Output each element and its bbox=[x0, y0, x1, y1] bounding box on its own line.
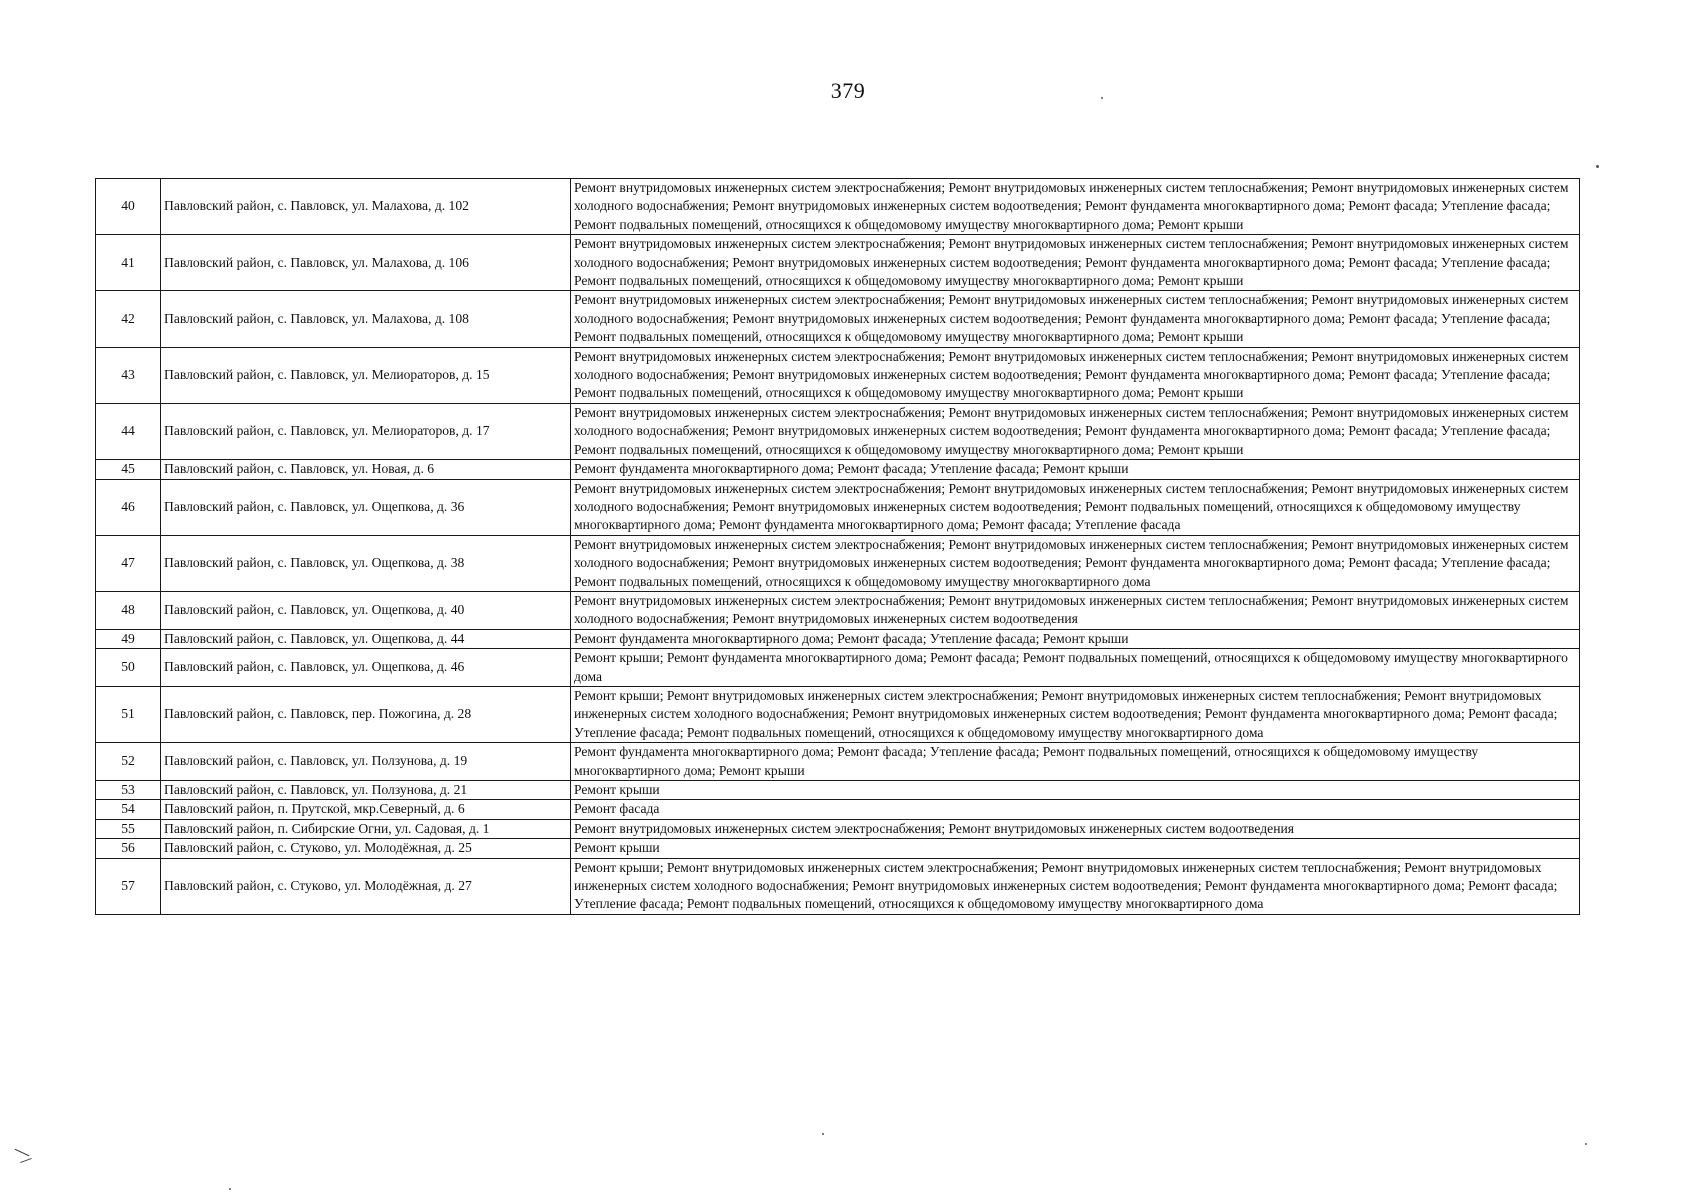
repair-works: Ремонт внутридомовых инженерных систем электроснабжения; Ремонт внутридомовых инженерных систем теплоснабжения; Ремонт внутридомовых инженерных систем холодного водоснабжения; Ремонт внутридомовых инженерных систем водоотведения; Ремонт фундамента многоквартирного дома; Ремонт фасада; Утепление фасада; Ремонт подвальных помещений, относящихся к общедомовому имуществу многоквартирного дома; Ремонт крыши bbox=[571, 403, 1580, 459]
repair-works: Ремонт внутридомовых инженерных систем электроснабжения; Ремонт внутридомовых инженерных систем водоотведения bbox=[571, 819, 1580, 838]
row-number: 51 bbox=[96, 686, 161, 742]
table-row bbox=[96, 858, 1580, 914]
houses-table bbox=[95, 178, 1580, 915]
table-row bbox=[96, 460, 1580, 479]
house-address: Павловский район, п. Прутской, мкр.Северный, д. 6 bbox=[161, 800, 571, 819]
repair-works: Ремонт крыши; Ремонт фундамента многоквартирного дома; Ремонт фасада; Ремонт подвальных помещений, относящихся к общедомовому имуществу многоквартирного дома bbox=[571, 649, 1580, 687]
repair-works: Ремонт крыши bbox=[571, 781, 1580, 800]
row-number: 44 bbox=[96, 403, 161, 459]
house-address: Павловский район, с. Павловск, ул. Мелиораторов, д. 17 bbox=[161, 403, 571, 459]
row-number: 41 bbox=[96, 235, 161, 291]
table-row bbox=[96, 179, 1580, 235]
row-number: 45 bbox=[96, 460, 161, 479]
house-address: Павловский район, с. Павловск, ул. Ползунова, д. 19 bbox=[161, 743, 571, 781]
repair-works: Ремонт фундамента многоквартирного дома; Ремонт фасада; Утепление фасада; Ремонт крыши bbox=[571, 629, 1580, 648]
row-number: 52 bbox=[96, 743, 161, 781]
repair-works: Ремонт крыши bbox=[571, 839, 1580, 858]
house-address: Павловский район, с. Стуково, ул. Молодёжная, д. 25 bbox=[161, 839, 571, 858]
row-number: 57 bbox=[96, 858, 161, 914]
row-number: 54 bbox=[96, 800, 161, 819]
scan-speck bbox=[1585, 1143, 1587, 1145]
repair-works: Ремонт внутридомовых инженерных систем электроснабжения; Ремонт внутридомовых инженерных систем теплоснабжения; Ремонт внутридомовых инженерных систем холодного водоснабжения; Ремонт внутридомовых инженерных систем водоотведения; Ремонт фундамента многоквартирного дома; Ремонт фасада; Утепление фасада; Ремонт подвальных помещений, относящихся к общедомовому имуществу многоквартирного дома; Ремонт крыши bbox=[571, 347, 1580, 403]
scan-speck bbox=[229, 1188, 231, 1190]
table-row bbox=[96, 686, 1580, 742]
table-row bbox=[96, 291, 1580, 347]
row-number: 42 bbox=[96, 291, 161, 347]
table-row bbox=[96, 629, 1580, 648]
house-address: Павловский район, с. Павловск, ул. Ощепкова, д. 40 bbox=[161, 591, 571, 629]
table-row bbox=[96, 839, 1580, 858]
row-number: 49 bbox=[96, 629, 161, 648]
table-row bbox=[96, 800, 1580, 819]
table-row bbox=[96, 743, 1580, 781]
row-number: 53 bbox=[96, 781, 161, 800]
table-row bbox=[96, 479, 1580, 535]
repair-works: Ремонт внутридомовых инженерных систем электроснабжения; Ремонт внутридомовых инженерных систем теплоснабжения; Ремонт внутридомовых инженерных систем холодного водоснабжения; Ремонт внутридомовых инженерных систем водоотведения; Ремонт фундамента многоквартирного дома; Ремонт фасада; Утепление фасада; Ремонт подвальных помещений, относящихся к общедомовому имуществу многоквартирного дома; Ремонт крыши bbox=[571, 235, 1580, 291]
repair-works: Ремонт крыши; Ремонт внутридомовых инженерных систем электроснабжения; Ремонт внутридомовых инженерных систем теплоснабжения; Ремонт внутридомовых инженерных систем холодного водоснабжения; Ремонт внутридомовых инженерных систем водоотведения; Ремонт фундамента многоквартирного дома; Ремонт фасада; Утепление фасада; Ремонт подвальных помещений, относящихся к общедомовому имуществу многоквартирного дома bbox=[571, 858, 1580, 914]
table-row bbox=[96, 781, 1580, 800]
house-address: Павловский район, с. Павловск, ул. Малахова, д. 108 bbox=[161, 291, 571, 347]
table-row bbox=[96, 403, 1580, 459]
row-number: 47 bbox=[96, 535, 161, 591]
table-row bbox=[96, 235, 1580, 291]
house-address: Павловский район, с. Павловск, ул. Ощепкова, д. 44 bbox=[161, 629, 571, 648]
repair-works: Ремонт внутридомовых инженерных систем электроснабжения; Ремонт внутридомовых инженерных систем теплоснабжения; Ремонт внутридомовых инженерных систем холодного водоснабжения; Ремонт внутридомовых инженерных систем водоотведения; Ремонт фундамента многоквартирного дома; Ремонт фасада; Утепление фасада; Ремонт подвальных помещений, относящихся к общедомовому имуществу многоквартирного дома; Ремонт крыши bbox=[571, 291, 1580, 347]
house-address: Павловский район, с. Павловск, ул. Малахова, д. 102 bbox=[161, 179, 571, 235]
table-row bbox=[96, 347, 1580, 403]
row-number: 40 bbox=[96, 179, 161, 235]
table-row bbox=[96, 819, 1580, 838]
house-address: Павловский район, с. Павловск, ул. Мелиораторов, д. 15 bbox=[161, 347, 571, 403]
row-number: 48 bbox=[96, 591, 161, 629]
repair-works: Ремонт фасада bbox=[571, 800, 1580, 819]
repair-works: Ремонт фундамента многоквартирного дома; Ремонт фасада; Утепление фасада; Ремонт подвальных помещений, относящихся к общедомовому имуществу многоквартирного дома; Ремонт крыши bbox=[571, 743, 1580, 781]
repair-works: Ремонт внутридомовых инженерных систем электроснабжения; Ремонт внутридомовых инженерных систем теплоснабжения; Ремонт внутридомовых инженерных систем холодного водоснабжения; Ремонт внутридомовых инженерных систем водоотведения bbox=[571, 591, 1580, 629]
table-row bbox=[96, 591, 1580, 629]
table-row bbox=[96, 535, 1580, 591]
house-address: Павловский район, с. Павловск, ул. Ощепкова, д. 38 bbox=[161, 535, 571, 591]
house-address: Павловский район, с. Павловск, пер. Пожогина, д. 28 bbox=[161, 686, 571, 742]
repair-works: Ремонт крыши; Ремонт внутридомовых инженерных систем электроснабжения; Ремонт внутридомовых инженерных систем теплоснабжения; Ремонт внутридомовых инженерных систем холодного водоснабжения; Ремонт внутридомовых инженерных систем водоотведения; Ремонт фундамента многоквартирного дома; Ремонт фасада; Утепление фасада; Ремонт подвальных помещений, относящихся к общедомовому имуществу многоквартирного дома bbox=[571, 686, 1580, 742]
row-number: 46 bbox=[96, 479, 161, 535]
house-address: Павловский район, с. Павловск, ул. Новая, д. 6 bbox=[161, 460, 571, 479]
house-address: Павловский район, с. Павловск, ул. Ощепкова, д. 36 bbox=[161, 479, 571, 535]
scan-speck bbox=[1596, 165, 1599, 168]
scan-speck bbox=[822, 1133, 824, 1135]
scan-scratch bbox=[20, 1158, 32, 1163]
house-address: Павловский район, с. Стуково, ул. Молодёжная, д. 27 bbox=[161, 858, 571, 914]
house-address: Павловский район, с. Павловск, ул. Ощепкова, д. 46 bbox=[161, 649, 571, 687]
table-body bbox=[96, 179, 1580, 915]
row-number: 43 bbox=[96, 347, 161, 403]
repair-works: Ремонт внутридомовых инженерных систем электроснабжения; Ремонт внутридомовых инженерных систем теплоснабжения; Ремонт внутридомовых инженерных систем холодного водоснабжения; Ремонт внутридомовых инженерных систем водоотведения; Ремонт фундамента многоквартирного дома; Ремонт фасада; Утепление фасада; Ремонт подвальных помещений, относящихся к общедомовому имуществу многоквартирного дома bbox=[571, 535, 1580, 591]
repair-works: Ремонт фундамента многоквартирного дома; Ремонт фасада; Утепление фасада; Ремонт крыши bbox=[571, 460, 1580, 479]
row-number: 55 bbox=[96, 819, 161, 838]
scan-scratch bbox=[15, 1149, 30, 1157]
house-address: Павловский район, с. Павловск, ул. Ползунова, д. 21 bbox=[161, 781, 571, 800]
table-row bbox=[96, 649, 1580, 687]
repair-works: Ремонт внутридомовых инженерных систем электроснабжения; Ремонт внутридомовых инженерных систем теплоснабжения; Ремонт внутридомовых инженерных систем холодного водоснабжения; Ремонт внутридомовых инженерных систем водоотведения; Ремонт подвальных помещений, относящихся к общедомовому имуществу многоквартирного дома; Ремонт фундамента многоквартирного дома; Ремонт фасада; Утепление фасада bbox=[571, 479, 1580, 535]
scan-speck bbox=[1101, 97, 1103, 99]
row-number: 56 bbox=[96, 839, 161, 858]
row-number: 50 bbox=[96, 649, 161, 687]
house-address: Павловский район, п. Сибирские Огни, ул. Садовая, д. 1 bbox=[161, 819, 571, 838]
page-number: 379 bbox=[830, 78, 866, 103]
house-address: Павловский район, с. Павловск, ул. Малахова, д. 106 bbox=[161, 235, 571, 291]
repair-works: Ремонт внутридомовых инженерных систем электроснабжения; Ремонт внутридомовых инженерных систем теплоснабжения; Ремонт внутридомовых инженерных систем холодного водоснабжения; Ремонт внутридомовых инженерных систем водоотведения; Ремонт фундамента многоквартирного дома; Ремонт фасада; Утепление фасада; Ремонт подвальных помещений, относящихся к общедомовому имуществу многоквартирного дома; Ремонт крыши bbox=[571, 179, 1580, 235]
